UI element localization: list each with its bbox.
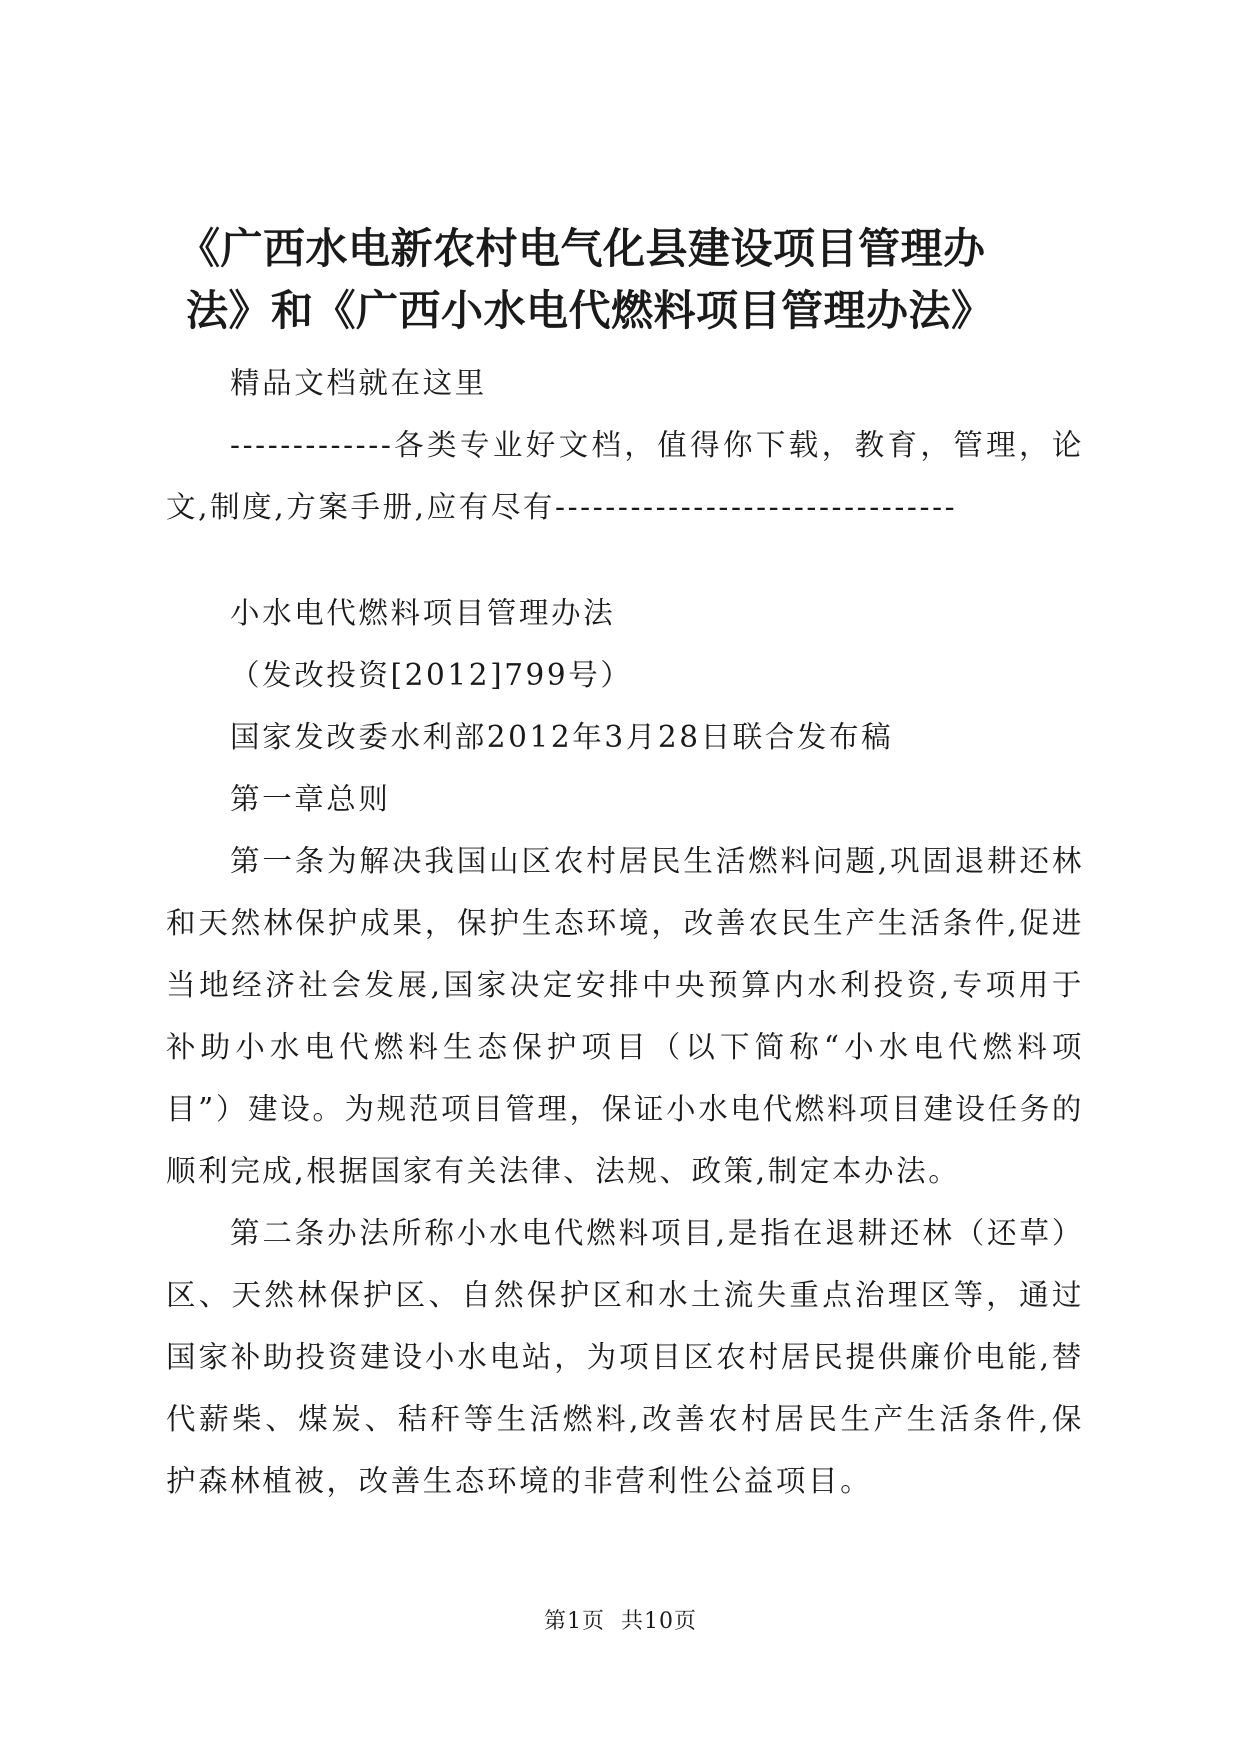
document-title bbox=[150, 218, 1090, 342]
paragraph-tagline: 精品文档就在这里 bbox=[230, 366, 487, 400]
title-line-1: 《广西水电新农村电气化县建设项目管理办 bbox=[178, 224, 986, 273]
page-number: 第1页 bbox=[544, 1609, 605, 1634]
paragraph-section-title: 小水电代燃料项目管理办法 bbox=[230, 596, 616, 630]
paragraph-issuer: 国家发改委水利部2012年3月28日联合发布稿 bbox=[230, 720, 894, 754]
paragraph-doc-number: （发改投资[2012]799号） bbox=[230, 658, 633, 692]
paragraph-chapter-heading: 第一章总则 bbox=[230, 782, 391, 816]
paragraph-banner: -------------各类专业好文档，值得你下载，教育，管理，论文,制度,方案手册,应有尽有-------------------------------- bbox=[166, 428, 1084, 524]
document-body bbox=[166, 352, 1084, 1512]
paragraph-article-2: 第二条办法所称小水电代燃料项目,是指在退耕还林（还草）区、天然林保护区、自然保护区和水土流失重点治理区等，通过国家补助投资建设小水电站，为项目区农村居民提供廉价电能,替代薪柴、煤炭、秸秆等生活燃料,改善农村居民生产生活条件,保护森林植被，改善生态环境的非营利性公益项目。 bbox=[166, 1216, 1084, 1498]
page-total: 共10页 bbox=[621, 1609, 697, 1634]
paragraph-article-1: 第一条为解决我国山区农村居民生活燃料问题,巩固退耕还林和天然林保护成果，保护生态环境，改善农民生产生活条件,促进当地经济社会发展,国家决定安排中央预算内水利投资,专项用于补助小水电代燃料生态保护项目（以下简称“小水电代燃料项目”）建设。为规范项目管理，保证小水电代燃料项目建设任务的顺利完成,根据国家有关法律、法规、政策,制定本办法。 bbox=[166, 844, 1084, 1188]
title-line-2: 法》和《广西小水电代燃料项目管理办法》 bbox=[186, 286, 994, 335]
page-footer bbox=[0, 1604, 1241, 1635]
